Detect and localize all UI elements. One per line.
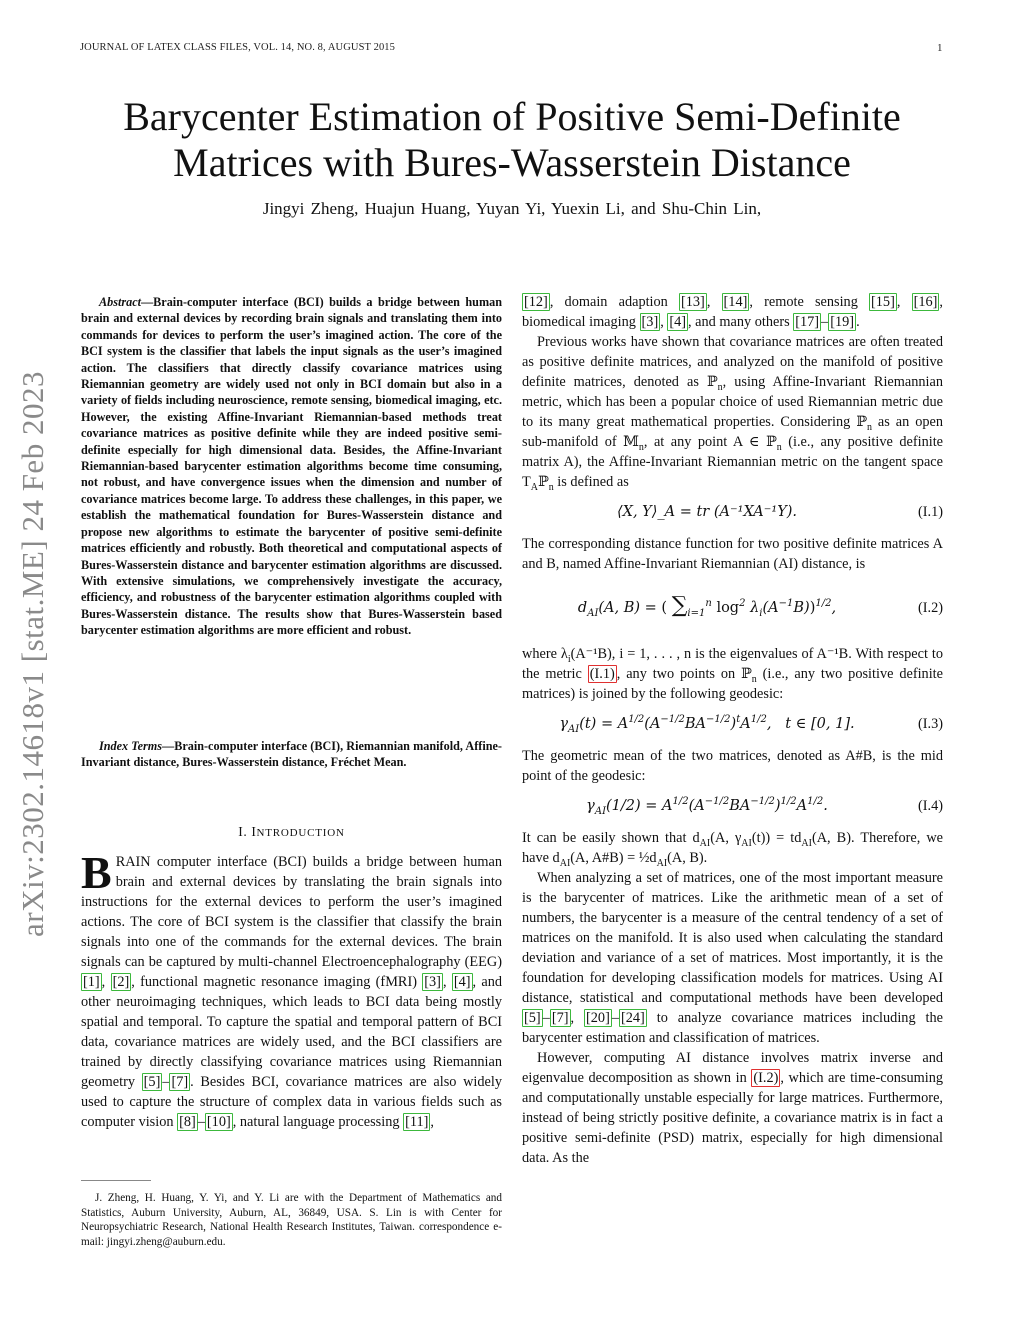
paragraph-however: However, computing AI distance involves matrix inverse and eigenvalue decomposition as shown in (I.2) , which are time-consuming and computationally unstable especially for large matrices. Furthermore, instead of being strictly positive definite, a covariance matrix is in fact a positive semi-definite (PSD) matrix, especially for high dimensional data. As the xyxy=(522,1050,943,1166)
equation-body: $\gamma_{AI}(1/2) = A^{1/2}(A^{-1/2}BA^{-1/2})^{1/2}A^{1/2}$. xyxy=(586,796,828,817)
citation-link[interactable]: [7] xyxy=(551,1010,569,1026)
citation-link[interactable]: [8] xyxy=(179,1114,196,1130)
equation-link[interactable]: (I.2) xyxy=(753,1070,779,1086)
paragraph-distance: The corresponding distance function for two positive definite matrices A and B, named Affine-Invariant Riemannian (AI) distance, is xyxy=(522,536,943,572)
citation-link[interactable]: [1] xyxy=(83,974,100,990)
footnote: J. Zheng, H. Huang, Y. Yi, and Y. Li are with the Department of Mathematics and Statistics, Auburn University, Auburn, AL, 36849, USA. S. Lin is with Center for Neuropsychiatric Research, National Health Research Institutes, Taiwan. correspondence e-mail: jingyi.zheng@auburn.edu. xyxy=(81,1192,502,1248)
author-list: Jingyi Zheng, Huajun Huang, Yuyan Yi, Yuexin Li, and Shu-Chin Lin, xyxy=(262,199,762,218)
citation-link[interactable]: [11] xyxy=(405,1114,429,1130)
citation-link[interactable]: [4] xyxy=(669,314,687,330)
title-line-2: Matrices with Bures-Wasserstein Distance xyxy=(173,140,851,185)
citation-link[interactable]: [3] xyxy=(641,314,659,330)
equation-I2 xyxy=(522,580,943,638)
equation-link[interactable]: (I.1) xyxy=(589,666,615,682)
paragraph-previous-works: Previous works have shown that covariance matrices are often treated as positive definite matrices, and analyzed on the manifold of positive definite matrices, denoted as ℙ$_n$, using Affine-Invariant Riemannian metric, which has been a popular choice of used Riemannian metric due to its many great mathematical properties. Considering ℙ$_n$ as an open sub-manifold of 𝕄$_n$, at any point A ∈ ℙ$_n$ (i.e., any positive definite matrix A), the Affine-Invariant Riemannian metric on the tangent space $T_Aℙ_n$ is defined as xyxy=(522,334,944,493)
arxiv-watermark xyxy=(12,345,53,962)
citation-link[interactable]: [14] xyxy=(723,294,748,310)
page-number: 1 xyxy=(937,42,943,54)
citation-link[interactable]: [15] xyxy=(871,294,895,310)
citation-link[interactable]: [24] xyxy=(621,1010,645,1026)
index-terms-label: Index Terms xyxy=(99,739,162,753)
equation-number: (I.1) xyxy=(917,504,943,520)
arxiv-id: arXiv:2302.14618v1 [stat.ME] 24 Feb 2023 xyxy=(14,370,50,937)
paragraph-eigenvalues: where $\lambda_i(A^{-1}B)$, i = 1, . . . , n is the eigenvalues of A⁻¹B. With respect to the metric (I.1) , any two points on ℙ$_n$ (i.e., any two positive definite matrices) is joined by the following geodesic: xyxy=(522,646,943,702)
paragraph-barycenter: When analyzing a set of matrices, one of the most important measure is the barycenter of matrices. Like the arithmetic mean of a set of numbers, the barycenter is a measure of the central tendency of a set of matrices on the manifold. It is also used when calculating the standard deviation and variance of a set of matrices. Most importantly, it is the foundation for developing classification models for matrices. Using AI distance, statistical and computational methods have been developed [5] – [7] , [20] – [24] to analyze covariance matrices including the barycenter estimation and classification of matrices. xyxy=(522,870,943,1046)
equation-body: $d_{AI}(A$, B) = ( $\sum_{i=1}^n$ $\log^2 \lambda_i(A^{-1}B))^{1/2}$, xyxy=(577,593,837,619)
equation-I3 xyxy=(522,710,943,740)
introduction-paragraph: BRAIN computer interface (BCI) builds a bridge between human brain and external devices by translating the brain signals into instructions for the external devices to perform the user’s imagined actions. The core of BCI system is the classifier that classify the brain signals into one of the commands for the external devices. The brain signals can be captured by multi-channel Electroencephalography (EEG) [1] , [2] , functional magnetic resonance imaging (fMRI) [3] , [4] , and other neuroimaging techniques, which leads to BCI data being mostly spatial and temporal. To capture the spatial and temporal pattern of BCI data, covariance matrices are widely used, and the BCI classifiers are trained by directly classifying covariance matrices using Riemannian geometry [5] – [7] . Besides BCI, covariance matrices are also widely used to capture the structure of complex data in various fields such as computer vision [8] – [10] , natural language processing [11] , xyxy=(81,847,503,1130)
citation-link[interactable]: [5] xyxy=(524,1010,541,1026)
equation-body: $\gamma_{AI}(t) = A^{1/2}(A^{-1/2}BA^{-1/2})^tA^{1/2}$, t ∈ [0, 1]. xyxy=(559,714,855,735)
equation-number: (I.4) xyxy=(917,798,943,814)
abstract-text: —Brain-computer interface (BCI) builds a bridge between human brain and external devices by recording brain signals and translating them into commands for devices to perform the user’s imagined action. The core of the BCI system is the classifier that labels the input signals as the user’s imagined action. The classifiers that directly classify covariance matrices using Riemannian geometry are widely used not only in BCI domain but also in a variety of fields including neuroscience, remote sensing, biomedical imaging, etc. However, the existing Affine-Invariant Riemannian-based methods treat covariance matrices as positive definite while they are indeed positive semi-definite especially for high dimensional data. Besides, the Affine-Invariant Riemannian-based barycenter estimation algorithms become time consuming, not robust, and have convergence issues when the dimension and number of covariance matrices become large. To address these challenges, in this paper, we establish the mathematical foundation for Bures-Wasserstein distance and propose new algorithms to estimate the barycenter of positive semi-definite matrices efficiently and robustly. Both theoretical and computational aspects of Bures-Wasserstein distance and barycenter estimation algorithms are discussed. With extensive simulations, we comprehensively investigate the accuracy, efficiency, and robustness of the barycenter estimation algorithms coupled with Bures-Wasserstein distance. The results show that Bures-Wasserstein based barycenter estimation algorithms are more efficient and robust. xyxy=(81,295,502,638)
citation-link[interactable]: [7] xyxy=(171,1074,189,1090)
right-column xyxy=(522,292,943,1168)
abstract xyxy=(81,294,502,639)
equation-number: (I.2) xyxy=(917,600,943,616)
citation-link[interactable]: [12] xyxy=(524,294,548,310)
citation-link[interactable]: [20] xyxy=(586,1010,610,1026)
title-line-1: Barycenter Estimation of Positive Semi-Definite xyxy=(123,94,901,139)
citation-link[interactable]: [16] xyxy=(913,294,938,310)
citation-link[interactable]: [4] xyxy=(453,974,471,990)
paragraph-geometric-mean: The geometric mean of the two matrices, denoted as A#B, is the mid point of the geodesic: xyxy=(522,748,943,784)
running-header: JOURNAL OF LATEX CLASS FILES, VOL. 14, NO. 8, AUGUST 2015 xyxy=(80,42,395,53)
paragraph-continuation: [12] , domain adaption [13] , [14] , remote sensing [15] , [16] , biomedical imaging [3] , [4] , and many others [17] – [19] . xyxy=(522,294,943,330)
paper-title xyxy=(0,94,1024,186)
section-heading-introduction: I. INTRODUCTION xyxy=(238,824,345,839)
paragraph-shown: It can be easily shown that $d_{AI}(A$, $\gamma_{AI}(t)) = td_{AI}(A$, B). Therefore, we have $d_{AI}(A$, A#B) = $\frac{1}{2}d_{AI}(A$, B). xyxy=(522,830,944,869)
equation-number: (I.3) xyxy=(917,716,943,732)
index-terms xyxy=(81,738,502,771)
citation-link[interactable]: [10] xyxy=(206,1114,231,1130)
equation-body: ⟨X, Y⟩_A = tr (A⁻¹XA⁻¹Y). xyxy=(616,504,798,520)
equation-I4 xyxy=(522,792,943,822)
citation-link[interactable]: [17] xyxy=(795,314,820,330)
citation-link[interactable]: [13] xyxy=(680,294,705,310)
citation-link[interactable]: [5] xyxy=(143,1074,161,1090)
citation-link[interactable]: [3] xyxy=(424,974,441,990)
abstract-label: Abstract xyxy=(99,295,141,309)
footnote-rule xyxy=(81,1180,151,1181)
index-terms-text: —Brain-computer interface (BCI), Riemannian manifold, Affine-Invariant distance, Bures-Wasserstein distance, Fréchet Mean. xyxy=(81,739,502,770)
drop-cap: B xyxy=(81,847,112,898)
citation-link[interactable]: [2] xyxy=(112,974,130,990)
citation-link[interactable]: [19] xyxy=(830,314,855,330)
equation-I1 xyxy=(522,498,943,528)
